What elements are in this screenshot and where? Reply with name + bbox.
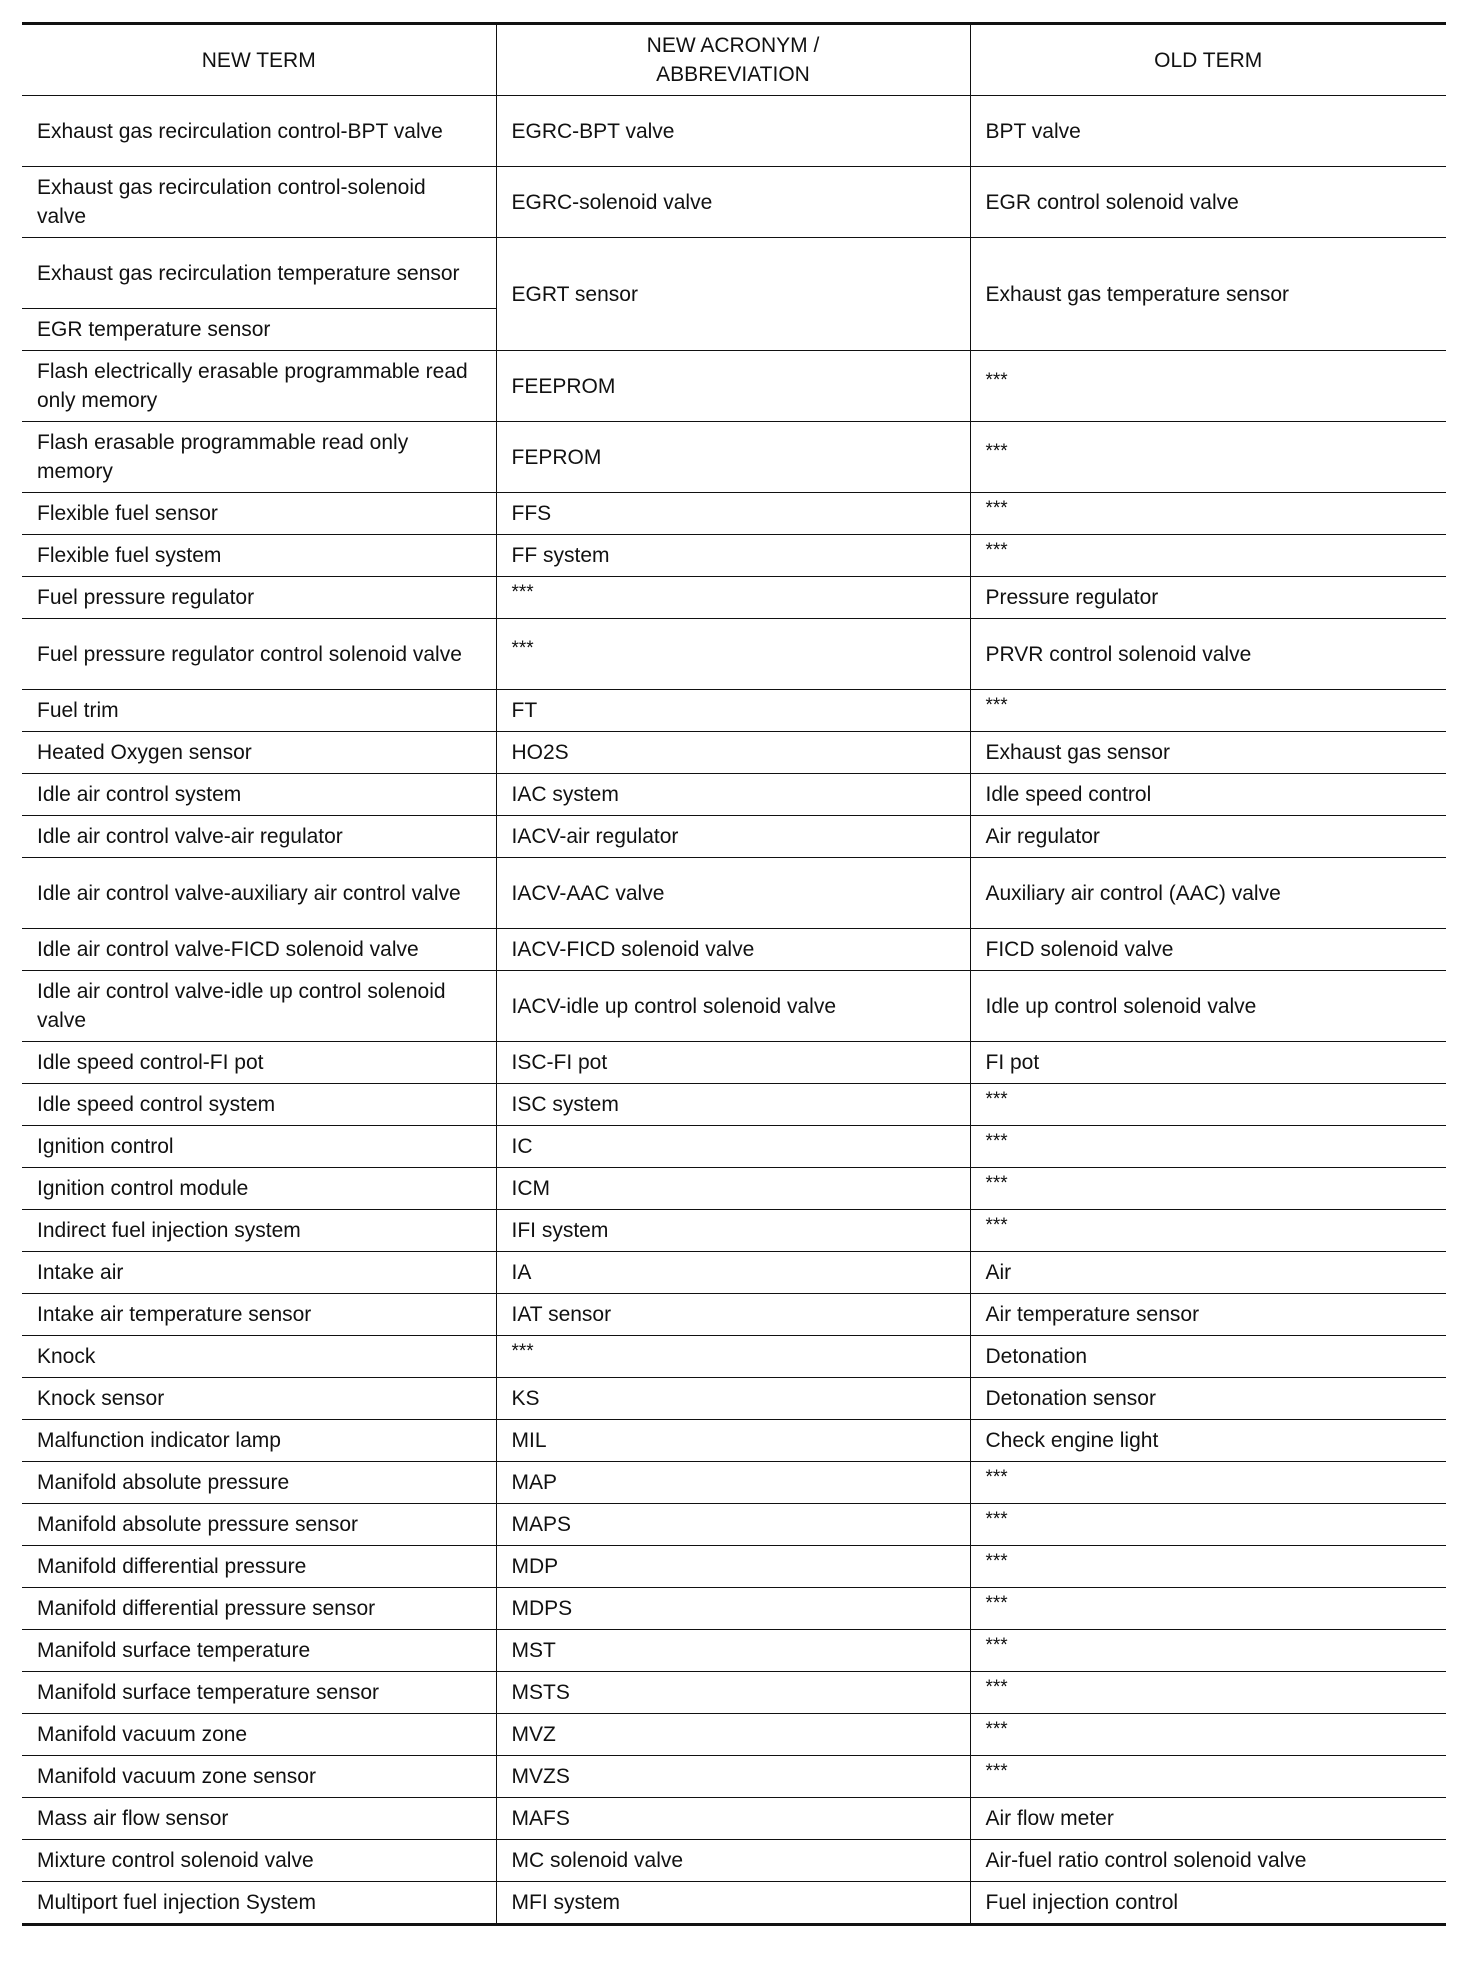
- new-term-cell: Manifold vacuum zone sensor: [22, 1756, 496, 1798]
- old-term-cell: EGR control solenoid valve: [970, 167, 1446, 238]
- new-term-cell: Idle air control valve-auxiliary air control valve: [22, 858, 496, 929]
- new-term-cell: Ignition control module: [22, 1168, 496, 1210]
- acronym-cell: [496, 619, 970, 690]
- old-term-cell: Auxiliary air control (AAC) valve: [970, 858, 1446, 929]
- acronym-cell: [496, 577, 970, 619]
- old-term-cell: [970, 1714, 1446, 1756]
- table-row: [22, 1630, 1446, 1672]
- header-new-acronym: [496, 24, 970, 96]
- new-term-cell: Flash electrically erasable programmable read only memory: [22, 351, 496, 422]
- new-term-cell: Manifold surface temperature: [22, 1630, 496, 1672]
- table-row: [22, 816, 1446, 858]
- table-row: [22, 1462, 1446, 1504]
- placeholder-asterisks: ***: [985, 1592, 1008, 1614]
- new-term-cell: Exhaust gas recirculation control-BPT valve: [22, 96, 496, 167]
- acronym-cell: MVZS: [496, 1756, 970, 1798]
- old-term-cell: Air flow meter: [970, 1798, 1446, 1840]
- new-term-cell: Idle air control valve-air regulator: [22, 816, 496, 858]
- new-term-cell: Idle air control system: [22, 774, 496, 816]
- header-new-acronym-text: NEW ACRONYM / ABBREVIATION: [646, 34, 820, 86]
- old-term-cell: Air-fuel ratio control solenoid valve: [970, 1840, 1446, 1882]
- old-term-cell: Exhaust gas sensor: [970, 732, 1446, 774]
- new-term-cell: Manifold absolute pressure: [22, 1462, 496, 1504]
- acronym-cell: MDPS: [496, 1588, 970, 1630]
- placeholder-asterisks: ***: [511, 1340, 534, 1362]
- new-term-cell: Flash erasable programmable read only memory: [22, 422, 496, 493]
- table-row: [22, 1210, 1446, 1252]
- acronym-cell: FF system: [496, 535, 970, 577]
- acronym-cell: EGRC-solenoid valve: [496, 167, 970, 238]
- old-term-cell: Idle up control solenoid valve: [970, 971, 1446, 1042]
- table-row: [22, 422, 1446, 493]
- table-row: [22, 1840, 1446, 1882]
- header-row: [22, 24, 1446, 96]
- table-row: [22, 1882, 1446, 1925]
- terminology-table: [22, 22, 1446, 1926]
- table-row: [22, 774, 1446, 816]
- table-row: [22, 1084, 1446, 1126]
- new-term-cell: Manifold differential pressure sensor: [22, 1588, 496, 1630]
- table-row: [22, 619, 1446, 690]
- new-term-cell: Manifold differential pressure: [22, 1546, 496, 1588]
- table-row: [22, 1420, 1446, 1462]
- new-term-cell: Idle air control valve-idle up control solenoid valve: [22, 971, 496, 1042]
- acronym-cell: IA: [496, 1252, 970, 1294]
- old-term-cell: Air: [970, 1252, 1446, 1294]
- new-term-cell: Ignition control: [22, 1126, 496, 1168]
- old-term-cell: [970, 1756, 1446, 1798]
- table-row: [22, 1546, 1446, 1588]
- placeholder-asterisks: ***: [985, 539, 1008, 561]
- placeholder-asterisks: ***: [985, 1130, 1008, 1152]
- old-term-cell: PRVR control solenoid valve: [970, 619, 1446, 690]
- new-term-cell: Mixture control solenoid valve: [22, 1840, 496, 1882]
- acronym-cell: MSTS: [496, 1672, 970, 1714]
- table-row: [22, 167, 1446, 238]
- new-term-cell: Idle air control valve-FICD solenoid valve: [22, 929, 496, 971]
- new-term-cell: Intake air temperature sensor: [22, 1294, 496, 1336]
- old-term-cell: [970, 1546, 1446, 1588]
- new-term-cell: Mass air flow sensor: [22, 1798, 496, 1840]
- old-term-cell: Exhaust gas temperature sensor: [970, 238, 1446, 351]
- old-term-cell: Air regulator: [970, 816, 1446, 858]
- old-term-cell: [970, 535, 1446, 577]
- table-row: [22, 493, 1446, 535]
- placeholder-asterisks: ***: [985, 694, 1008, 716]
- table-row: [22, 1756, 1446, 1798]
- table-row: [22, 1168, 1446, 1210]
- old-term-cell: [970, 1672, 1446, 1714]
- acronym-cell: IACV-air regulator: [496, 816, 970, 858]
- old-term-cell: Detonation: [970, 1336, 1446, 1378]
- table-row: [22, 1042, 1446, 1084]
- placeholder-asterisks: ***: [985, 1634, 1008, 1656]
- acronym-cell: EGRT sensor: [496, 238, 970, 351]
- table-row: [22, 351, 1446, 422]
- table-row: [22, 1672, 1446, 1714]
- acronym-cell: IAC system: [496, 774, 970, 816]
- placeholder-asterisks: ***: [985, 1760, 1008, 1782]
- old-term-cell: Detonation sensor: [970, 1378, 1446, 1420]
- old-term-cell: [970, 1588, 1446, 1630]
- old-term-cell: FI pot: [970, 1042, 1446, 1084]
- new-term-cell: Knock sensor: [22, 1378, 496, 1420]
- acronym-cell: EGRC-BPT valve: [496, 96, 970, 167]
- new-term-cell: Flexible fuel sensor: [22, 493, 496, 535]
- old-term-cell: Check engine light: [970, 1420, 1446, 1462]
- old-term-cell: [970, 351, 1446, 422]
- new-term-cell: Knock: [22, 1336, 496, 1378]
- new-term-cell: Multiport fuel injection System: [22, 1882, 496, 1925]
- acronym-cell: FEPROM: [496, 422, 970, 493]
- old-term-cell: Idle speed control: [970, 774, 1446, 816]
- acronym-cell: ISC system: [496, 1084, 970, 1126]
- new-term-cell: Malfunction indicator lamp: [22, 1420, 496, 1462]
- acronym-cell: FFS: [496, 493, 970, 535]
- table-row: [22, 96, 1446, 167]
- acronym-cell: IACV-FICD solenoid valve: [496, 929, 970, 971]
- old-term-cell: [970, 690, 1446, 732]
- placeholder-asterisks: ***: [985, 1172, 1008, 1194]
- table-row: [22, 1714, 1446, 1756]
- new-term-cell: Heated Oxygen sensor: [22, 732, 496, 774]
- table-row: [22, 1378, 1446, 1420]
- old-term-cell: [970, 1126, 1446, 1168]
- placeholder-asterisks: ***: [511, 638, 534, 659]
- new-term-cell: Indirect fuel injection system: [22, 1210, 496, 1252]
- old-term-cell: [970, 1084, 1446, 1126]
- new-term-cell: EGR temperature sensor: [22, 309, 496, 351]
- table-body: [22, 96, 1446, 1925]
- acronym-cell: IFI system: [496, 1210, 970, 1252]
- table-row: [22, 971, 1446, 1042]
- acronym-cell: MAP: [496, 1462, 970, 1504]
- placeholder-asterisks: ***: [985, 441, 1008, 462]
- header-new-term: NEW TERM: [22, 24, 496, 96]
- placeholder-asterisks: ***: [985, 1214, 1008, 1236]
- old-term-cell: [970, 493, 1446, 535]
- placeholder-asterisks: ***: [985, 370, 1008, 391]
- placeholder-asterisks: ***: [985, 1466, 1008, 1488]
- table-row: [22, 535, 1446, 577]
- acronym-cell: IACV-idle up control solenoid valve: [496, 971, 970, 1042]
- placeholder-asterisks: ***: [985, 497, 1008, 519]
- table-row: [22, 1294, 1446, 1336]
- acronym-cell: FT: [496, 690, 970, 732]
- old-term-cell: BPT valve: [970, 96, 1446, 167]
- old-term-cell: FICD solenoid valve: [970, 929, 1446, 971]
- table-row: [22, 690, 1446, 732]
- acronym-cell: MST: [496, 1630, 970, 1672]
- new-term-cell: Intake air: [22, 1252, 496, 1294]
- new-term-cell: Flexible fuel system: [22, 535, 496, 577]
- acronym-cell: HO2S: [496, 732, 970, 774]
- table-row: [22, 929, 1446, 971]
- placeholder-asterisks: ***: [511, 581, 534, 603]
- acronym-cell: ISC-FI pot: [496, 1042, 970, 1084]
- old-term-cell: Air temperature sensor: [970, 1294, 1446, 1336]
- table-row: [22, 577, 1446, 619]
- acronym-cell: MAPS: [496, 1504, 970, 1546]
- header-old-term: OLD TERM: [970, 24, 1446, 96]
- new-term-cell: Manifold absolute pressure sensor: [22, 1504, 496, 1546]
- placeholder-asterisks: ***: [985, 1508, 1008, 1530]
- table-row: [22, 1126, 1446, 1168]
- old-term-cell: [970, 1168, 1446, 1210]
- acronym-cell: MVZ: [496, 1714, 970, 1756]
- placeholder-asterisks: ***: [985, 1718, 1008, 1740]
- acronym-cell: IACV-AAC valve: [496, 858, 970, 929]
- new-term-cell: Manifold surface temperature sensor: [22, 1672, 496, 1714]
- table-row: [22, 1588, 1446, 1630]
- new-term-cell: Fuel trim: [22, 690, 496, 732]
- table-row: [22, 1252, 1446, 1294]
- acronym-cell: MC solenoid valve: [496, 1840, 970, 1882]
- acronym-cell: MFI system: [496, 1882, 970, 1925]
- table-row: [22, 858, 1446, 929]
- new-term-cell: Exhaust gas recirculation temperature sensor: [22, 238, 496, 309]
- placeholder-asterisks: ***: [985, 1676, 1008, 1698]
- placeholder-asterisks: ***: [985, 1088, 1008, 1110]
- table-row: [22, 732, 1446, 774]
- table-row: [22, 1336, 1446, 1378]
- new-term-cell: Idle speed control system: [22, 1084, 496, 1126]
- old-term-cell: Pressure regulator: [970, 577, 1446, 619]
- table-row: [22, 238, 1446, 309]
- old-term-cell: [970, 1462, 1446, 1504]
- placeholder-asterisks: ***: [985, 1550, 1008, 1572]
- new-term-cell: Fuel pressure regulator control solenoid valve: [22, 619, 496, 690]
- old-term-cell: [970, 422, 1446, 493]
- acronym-cell: MIL: [496, 1420, 970, 1462]
- table-row: [22, 1504, 1446, 1546]
- acronym-cell: [496, 1336, 970, 1378]
- acronym-cell: IC: [496, 1126, 970, 1168]
- acronym-cell: IAT sensor: [496, 1294, 970, 1336]
- old-term-cell: [970, 1210, 1446, 1252]
- table-row: [22, 1798, 1446, 1840]
- new-term-cell: Idle speed control-FI pot: [22, 1042, 496, 1084]
- acronym-cell: MAFS: [496, 1798, 970, 1840]
- acronym-cell: FEEPROM: [496, 351, 970, 422]
- old-term-cell: Fuel injection control: [970, 1882, 1446, 1925]
- new-term-cell: Exhaust gas recirculation control-solenoid valve: [22, 167, 496, 238]
- acronym-cell: KS: [496, 1378, 970, 1420]
- old-term-cell: [970, 1504, 1446, 1546]
- new-term-cell: Manifold vacuum zone: [22, 1714, 496, 1756]
- acronym-cell: MDP: [496, 1546, 970, 1588]
- old-term-cell: [970, 1630, 1446, 1672]
- acronym-cell: ICM: [496, 1168, 970, 1210]
- new-term-cell: Fuel pressure regulator: [22, 577, 496, 619]
